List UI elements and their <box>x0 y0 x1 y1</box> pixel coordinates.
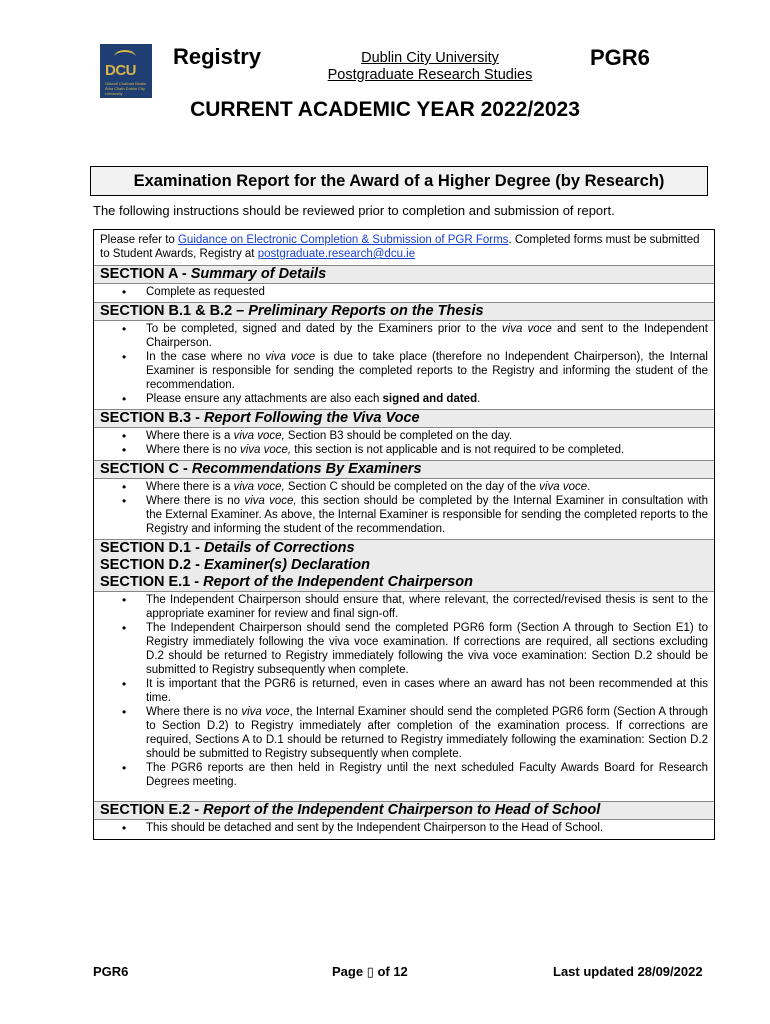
refer-note <box>94 230 714 265</box>
logo-text: DCU <box>105 62 136 79</box>
section-a-code: SECTION A - <box>100 266 191 282</box>
text: viva voce, <box>239 444 292 456</box>
logo-small-text: Ollscoil Chathair Bhaile Átha Cliath Dublin City University <box>105 81 147 96</box>
registry-heading: Registry <box>173 44 262 69</box>
section-e1-title <box>100 574 708 591</box>
text: To be completed, signed and dated by the Examiners prior to the <box>146 323 502 335</box>
footer-page-number: Page ▯ of 12 <box>332 964 408 979</box>
section-d-heading <box>94 539 714 592</box>
list-item: • This should be detached and sent by the Independent Chairperson to the Head of School. <box>146 821 708 835</box>
section-d2-code: SECTION D.2 - <box>100 557 204 573</box>
department-name: Postgraduate Research Studies <box>327 67 533 83</box>
refer-mid: . Completed forms must be submitted to Student Awards, Registry at <box>100 234 700 260</box>
text: viva voce <box>539 481 588 493</box>
text: Section C should be completed on the day of the <box>284 481 540 493</box>
list-item: • The PGR6 reports are then held in Registry until the next scheduled Faculty Awards Board for Research Degrees meeting. <box>146 761 708 789</box>
list-item <box>146 494 708 536</box>
text: viva voce, <box>233 430 285 442</box>
section-e2-code: SECTION E.2 - <box>100 802 204 818</box>
section-d2-title <box>100 557 708 574</box>
text: Where there is no <box>146 706 242 718</box>
section-b-code: SECTION B.1 & B.2 – <box>100 303 249 319</box>
text: Where there is no <box>146 444 240 456</box>
section-a-heading <box>94 265 714 284</box>
section-b-list <box>94 321 714 409</box>
section-b3-heading <box>94 409 714 428</box>
section-d1-title <box>100 540 708 557</box>
list-item <box>146 350 708 392</box>
text: In the case where no <box>146 351 266 363</box>
footer-form-code: PGR6 <box>93 964 129 979</box>
text: this section should be completed by the Internal Examiner in consultation with the External Examiner. As above, the Internal Examiner is responsible for sending the completed reports to the Registry and informing the student of the recommendation. <box>146 495 709 535</box>
section-d-list <box>94 592 714 801</box>
section-b-heading <box>94 302 714 321</box>
list-item <box>146 322 708 350</box>
form-code: PGR6 <box>590 45 650 70</box>
university-heading <box>320 50 540 84</box>
email-link[interactable]: postgraduate.research@dcu.ie <box>257 248 416 260</box>
list-item <box>146 392 708 406</box>
section-d1-name: Details of Corrections <box>203 540 355 556</box>
text: Where there is no <box>146 495 245 507</box>
section-c-heading <box>94 460 714 479</box>
section-e1-name: Report of the Independent Chairperson <box>203 574 474 590</box>
guidance-link[interactable]: Guidance on Electronic Completion & Submission of PGR Forms <box>177 234 509 246</box>
section-a-name: Summary of Details <box>190 266 327 282</box>
academic-year: CURRENT ACADEMIC YEAR 2022/2023 <box>190 98 580 121</box>
logo-arc-icon <box>114 50 136 64</box>
list-item: • The Independent Chairperson should send the completed PGR6 form (Section A through to Section E1) to Registry immediately following the viva voce examination. If corrections are required, all sections excluding D.2 should be returned to Registry immediately following the viva voce examination: Section D.2 should be submitted to Registry subsequently when complete. <box>146 621 708 677</box>
text: viva voce <box>241 706 290 718</box>
section-d2-name: Examiner(s) Declaration <box>203 557 370 573</box>
list-item <box>146 480 708 494</box>
list-item: • Complete as requested <box>146 285 708 299</box>
text: signed and dated <box>382 393 478 405</box>
section-e1-code: SECTION E.1 - <box>100 574 204 590</box>
report-title: Examination Report for the Award of a Higher Degree (by Research) <box>90 166 708 196</box>
text: Please ensure any attachments are also each <box>146 393 383 405</box>
section-d1-code: SECTION D.1 - <box>100 540 204 556</box>
text: , the Internal Examiner should send the completed PGR6 form (Section A through to Section D.2) to Registry immediately after completion of the examination process. If corrections are required, Sections A to D.1 should be returned to Registry immediately following the examination: Section D.2 should be submitted to Registry subsequently when complete. <box>146 706 709 760</box>
text: Section B3 should be completed on the day. <box>284 430 513 442</box>
text: is due to take place (therefore no Independent Chairperson), the Internal Examiner is responsible for sending the completed reports to the Registry and informing the student of the recommendation. <box>146 351 708 391</box>
instructions-table <box>93 229 715 840</box>
text: viva voce, <box>244 495 297 507</box>
section-e2-list <box>94 820 714 839</box>
section-a-list <box>94 284 714 302</box>
section-e2-name: Report of the Independent Chairperson to Head of School <box>203 802 601 818</box>
section-c-code: SECTION C - <box>100 461 192 477</box>
list-item <box>146 429 708 443</box>
text: viva voce <box>265 351 316 363</box>
text: . <box>477 393 481 405</box>
text: viva voce, <box>233 481 285 493</box>
section-b3-code: SECTION B.3 - <box>100 410 204 426</box>
footer-last-updated: Last updated 28/09/2022 <box>553 964 703 979</box>
text: and sent to the Independent Chairperson. <box>146 323 709 349</box>
text: Where there is a <box>146 481 234 493</box>
text: this section is not applicable and is not required to be completed. <box>291 444 625 456</box>
list-item <box>146 705 708 761</box>
text: . <box>587 481 591 493</box>
section-b3-list <box>94 428 714 460</box>
section-b3-name: Report Following the Viva Voce <box>203 410 420 426</box>
intro-text: The following instructions should be reviewed prior to completion and submission of report. <box>93 203 615 218</box>
section-e2-heading <box>94 801 714 820</box>
refer-pre: Please refer to <box>100 234 178 246</box>
dcu-logo <box>100 44 152 98</box>
list-item: • The Independent Chairperson should ensure that, where relevant, the corrected/revised thesis is sent to the appropriate examiner for review and final sign-off. <box>146 593 708 621</box>
section-c-list <box>94 479 714 539</box>
section-c-name: Recommendations By Examiners <box>191 461 422 477</box>
text: Where there is a <box>146 430 234 442</box>
text: viva voce <box>501 323 552 335</box>
university-name: Dublin City University <box>361 50 499 66</box>
list-item: • It is important that the PGR6 is returned, even in cases where an award has not been recommended at this time. <box>146 677 708 705</box>
list-item <box>146 443 708 457</box>
section-b-name: Preliminary Reports on the Thesis <box>248 303 484 319</box>
